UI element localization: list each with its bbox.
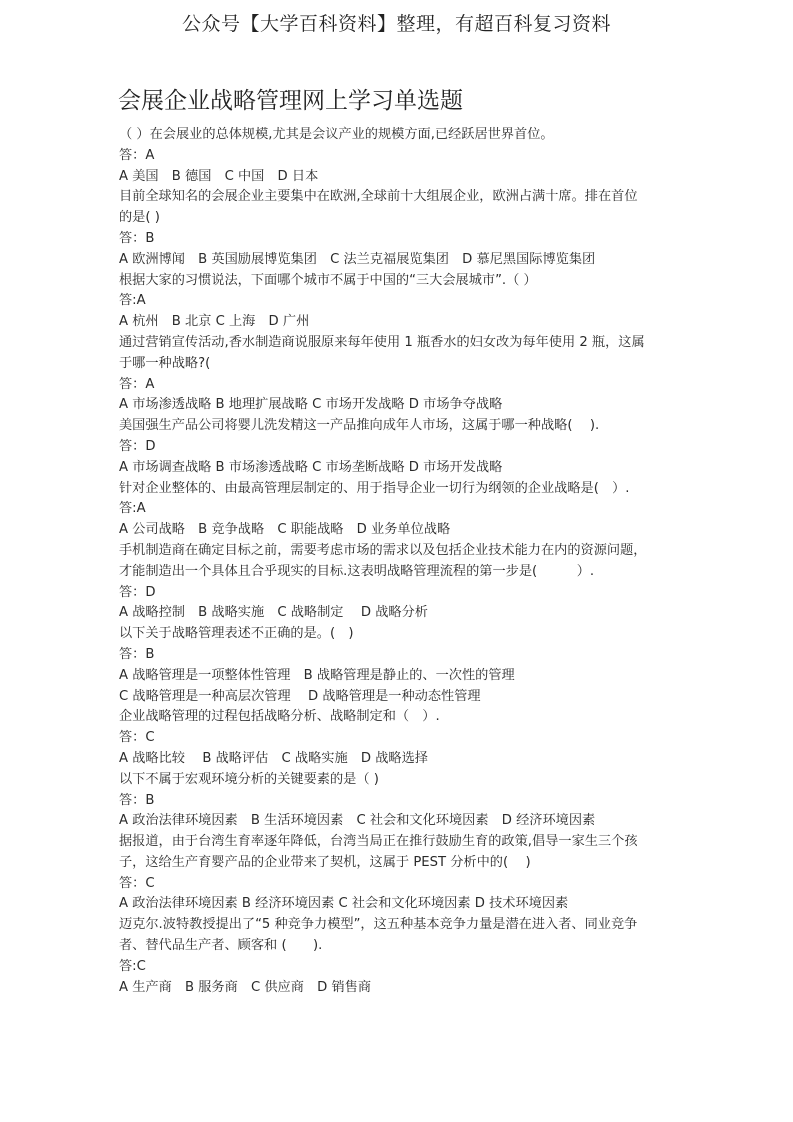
- question-answer: 答：C: [119, 730, 155, 746]
- question-item: [119, 479, 689, 541]
- question-options: A 战略控制 B 战略实施 C 战略制定 D 战略分析: [119, 605, 428, 621]
- question-options: A 美国 B 德国 C 中国 D 日本: [119, 168, 319, 184]
- question-item: [119, 770, 689, 832]
- question-list: [119, 125, 689, 998]
- question-stem: [119, 624, 689, 645]
- question-item: [119, 333, 689, 416]
- question-stem: [119, 770, 689, 791]
- question-stem-line: 手机制造商在确定目标之前，需要考虑市场的需求以及包括企业技术能力在内的资源问题，: [119, 542, 647, 558]
- question-stem: [119, 416, 689, 437]
- document-title: 会展企业战略管理网上学习单选题: [118, 88, 463, 114]
- question-answer: 答：B: [119, 792, 155, 808]
- question-options: A 公司战略 B 竞争战略 C 职能战略 D 业务单位战略: [119, 522, 451, 538]
- question-answer: 答：B: [119, 646, 155, 662]
- question-answer: 答：A: [119, 147, 155, 163]
- question-stem-line: 企业战略管理的过程包括战略分析、战略制定和（ ）.: [119, 709, 440, 725]
- question-options: A 杭州 B 北京 C 上海 D 广州: [119, 314, 310, 330]
- question-stem-line: 针对企业整体的、由最高管理层制定的、用于指导企业一切行为纲领的企业战略是( ）.: [119, 480, 630, 496]
- question-item: [119, 541, 689, 624]
- question-item: [119, 832, 689, 915]
- question-answer: 答：A: [119, 376, 155, 392]
- question-options: A 政治法律环境因素 B 经济环境因素 C 社会和文化环境因素 D 技术环境因素: [119, 896, 569, 912]
- question-stem: [119, 707, 689, 728]
- question-stem-line: 据报道，由于台湾生育率逐年降低，台湾当局正在推行鼓励生育的政策,倡导一家生三个孩: [119, 834, 638, 850]
- question-options: A 欧洲博闻 B 英国励展博览集团 C 法兰克福展览集团 D 慕尼黑国际博览集团: [119, 251, 596, 267]
- question-item: [119, 624, 689, 707]
- question-stem-line: 于哪一种战略?(: [119, 355, 211, 371]
- question-stem-line: 的是( ): [119, 210, 160, 226]
- question-stem: [119, 479, 689, 500]
- question-item: [119, 187, 689, 270]
- question-stem-line: 才能制造出一个具体且合乎现实的目标.这表明战略管理流程的第一步是( ）.: [119, 563, 595, 579]
- question-options: A 生产商 B 服务商 C 供应商 D 销售商: [119, 979, 372, 995]
- question-options: A 市场渗透战略 B 地理扩展战略 C 市场开发战略 D 市场争夺战略: [119, 397, 503, 413]
- question-stem-line: 美国强生产品公司将婴儿洗发精这一产品推向成年人市场，这属于哪一种战略( ).: [119, 418, 600, 434]
- question-answer: 答:C: [119, 958, 146, 974]
- question-options: A 战略比较 B 战略评估 C 战略实施 D 战略选择: [119, 750, 428, 766]
- question-stem: [119, 541, 689, 583]
- question-stem: [119, 125, 689, 146]
- question-answer: 答:A: [119, 501, 146, 517]
- question-stem-line: 根据大家的习惯说法，下面哪个城市不属于中国的“三大会展城市”.（ ）: [119, 272, 537, 288]
- question-stem-line: 目前全球知名的会展企业主要集中在欧洲,全球前十大组展企业，欧洲占满十席。排在首位: [119, 189, 638, 205]
- question-answer: 答：C: [119, 875, 155, 891]
- question-item: [119, 125, 689, 187]
- question-stem: [119, 915, 689, 957]
- question-options: A 政治法律环境因素 B 生活环境因素 C 社会和文化环境因素 D 经济环境因素: [119, 813, 596, 829]
- question-stem: [119, 271, 689, 292]
- question-stem: [119, 187, 689, 229]
- question-options: A 市场调查战略 B 市场渗透战略 C 市场垄断战略 D 市场开发战略: [119, 459, 503, 475]
- question-item: [119, 915, 689, 998]
- question-stem: [119, 832, 689, 874]
- question-stem-line: 迈克尔.波特教授提出了“5 种竞争力模型”，这五种基本竞争力量是潜在进入者、同业竞争: [119, 917, 638, 933]
- question-stem-line: 通过营销宣传活动,香水制造商说服原来每年使用 1 瓶香水的妇女改为每年使用 2 瓶，这属: [119, 334, 645, 350]
- question-options: A 战略管理是一项整体性管理 B 战略管理是静止的、一次性的管理: [119, 667, 515, 683]
- question-answer: 答：D: [119, 584, 156, 600]
- question-stem-line: （ ）在会展业的总体规模,尤其是会议产业的规模方面,已经跃居世界首位。: [119, 127, 554, 142]
- question-item: [119, 271, 689, 333]
- question-stem: [119, 333, 689, 375]
- question-answer: 答：B: [119, 230, 155, 246]
- question-item: [119, 416, 689, 478]
- question-answer: 答:A: [119, 293, 146, 309]
- page-header: 公众号【大学百科资料】整理，有超百科复习资料: [181, 13, 611, 35]
- question-stem-line: 以下不属于宏观环境分析的关键要素的是（ ): [119, 771, 379, 787]
- question-stem-line: 以下关于战略管理表述不正确的是。( ): [119, 626, 354, 642]
- question-answer: 答：D: [119, 438, 156, 454]
- question-item: [119, 707, 689, 769]
- question-stem-line: 者、替代品生产者、顾客和 ( ).: [119, 938, 323, 954]
- question-options: C 战略管理是一种高层次管理 D 战略管理是一种动态性管理: [119, 688, 481, 704]
- question-stem-line: 子，这给生产育婴产品的企业带来了契机，这属于 PEST 分析中的( ): [119, 854, 531, 870]
